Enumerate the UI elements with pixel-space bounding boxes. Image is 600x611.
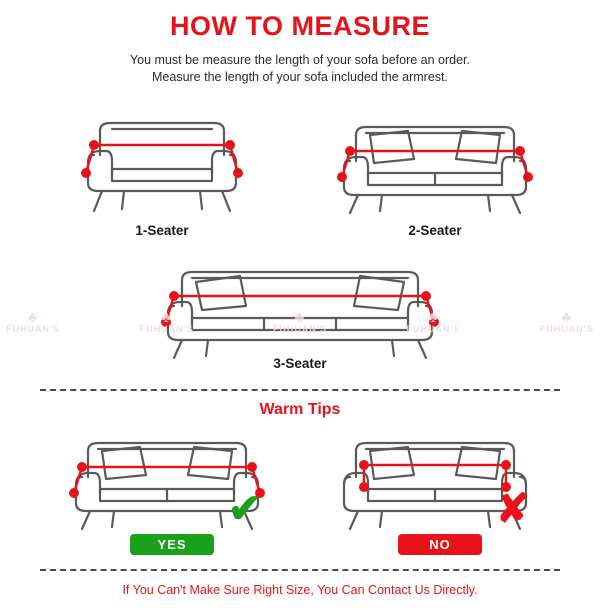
watermark-text: FUHUAN'S: [539, 323, 594, 334]
yes-badge: YES: [130, 534, 214, 555]
divider-top: [40, 389, 560, 391]
watermark-text: FUHUAN'S: [139, 323, 194, 334]
page-title: HOW TO MEASURE: [169, 11, 430, 41]
watermark-glyph: ♣: [294, 308, 306, 326]
watermark-glyph: ♣: [27, 308, 39, 326]
incorrect-measure-line: [359, 460, 511, 492]
one-seater-figure: [72, 111, 252, 216]
page-subtitle: [0, 52, 600, 86]
one-seater-measure-line: [81, 140, 243, 178]
three-seater-illustration: [150, 256, 450, 361]
watermark-1: [6, 310, 60, 335]
one-seater-caption: 1-Seater: [135, 223, 189, 238]
check-icon: ✔: [228, 487, 262, 531]
divider-bottom: [40, 569, 560, 571]
subtitle-line-1: You must be measure the length of your sofa before an order.: [129, 53, 471, 67]
two-seater-figure: [330, 111, 540, 216]
two-seater-caption: 2-Seater: [408, 223, 462, 238]
watermark-text: FUHUAN'S: [272, 323, 328, 334]
subtitle-line-2: Measure the length of your sofa included the armrest.: [152, 70, 448, 84]
warm-tips-heading: Warm Tips: [259, 401, 341, 418]
watermark-text: FUHUAN'S: [406, 323, 461, 334]
watermark-glyph: ♣: [428, 308, 439, 326]
no-badge: NO: [398, 534, 482, 555]
infographic-page: [0, 11, 600, 611]
watermark-text: FUHUAN'S: [6, 323, 61, 334]
watermark-5: [540, 310, 594, 335]
two-seater-illustration: [330, 111, 540, 216]
one-seater-illustration: [72, 111, 252, 216]
watermark-glyph: ♣: [161, 308, 172, 326]
cross-icon: ✘: [496, 487, 530, 531]
contact-note: If You Can't Make Sure Right Size, You Can Contact Us Directly.: [122, 583, 478, 597]
watermark-glyph: ♣: [561, 308, 573, 326]
three-seater-figure: [150, 256, 450, 361]
three-seater-caption: 3-Seater: [273, 356, 327, 371]
